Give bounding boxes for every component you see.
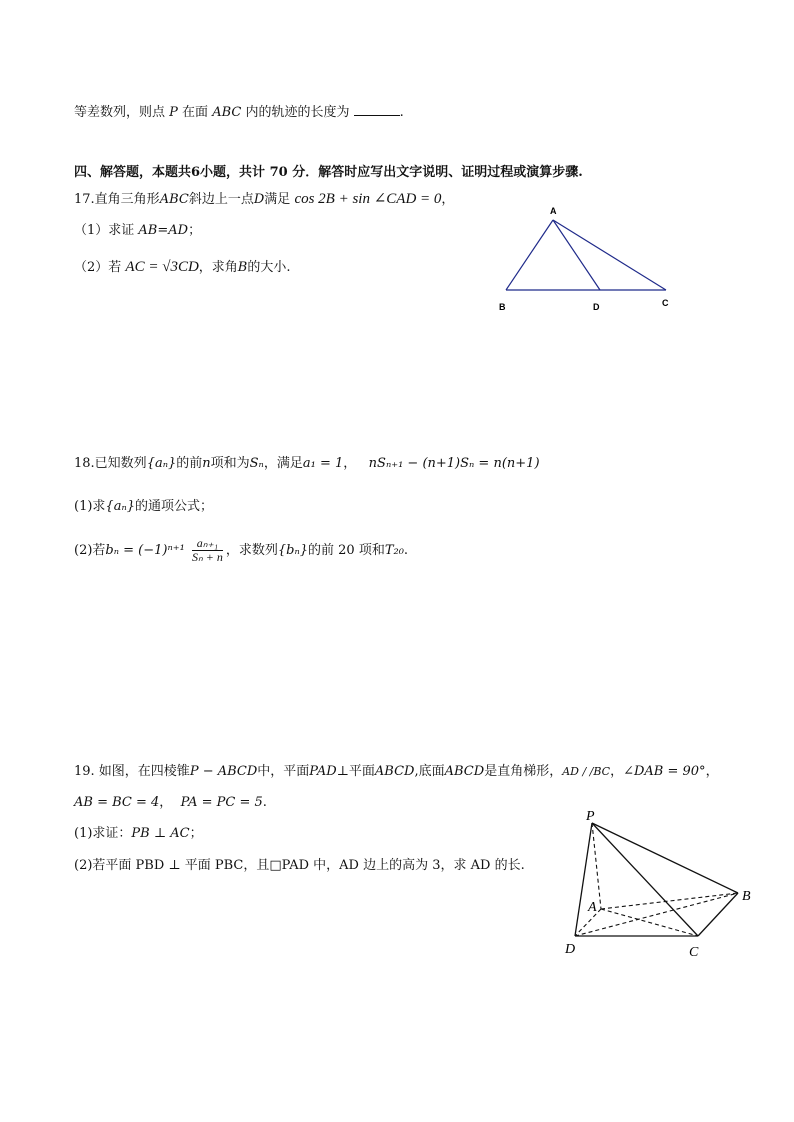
text: 满足 bbox=[264, 192, 291, 207]
formula: {aₙ} bbox=[146, 456, 177, 471]
formula: ∠DAB = 90° bbox=[623, 764, 706, 779]
edge-CB bbox=[698, 893, 738, 936]
edge-PD bbox=[575, 823, 592, 936]
text: ,底面 bbox=[414, 764, 445, 779]
var: PAD bbox=[309, 764, 337, 779]
var: D bbox=[253, 192, 265, 207]
formula: {aₙ} bbox=[105, 499, 135, 514]
text: ， bbox=[705, 764, 719, 779]
var: ABCD bbox=[444, 764, 485, 779]
text: 的前 20 项和 bbox=[308, 543, 385, 558]
text: . bbox=[262, 795, 267, 810]
text: ， bbox=[441, 192, 455, 207]
edge-PA bbox=[592, 823, 601, 909]
text: 内的轨迹的长度为 bbox=[245, 105, 350, 120]
label-B: B bbox=[499, 302, 506, 312]
text: ，求数列 bbox=[225, 543, 278, 558]
text: 中，平面 bbox=[257, 764, 310, 779]
var: Sₙ bbox=[249, 456, 264, 471]
text: 平面 bbox=[348, 764, 375, 779]
var-P: P bbox=[169, 105, 178, 120]
label-D: D bbox=[565, 942, 576, 957]
var: n bbox=[202, 456, 211, 471]
text: ； bbox=[189, 826, 203, 841]
formula: PA = PC = 5 bbox=[180, 795, 263, 810]
formula: AB = BC = 4 bbox=[74, 795, 160, 810]
formula: cos 2B + sin ∠CAD = 0 bbox=[294, 191, 442, 207]
text: . bbox=[403, 543, 409, 558]
text: ，求角 bbox=[198, 260, 238, 275]
section-heading: 四、解答题，本题共6小题，共计 70 分．解答时应写出文字说明、证明过程或演算步骤. bbox=[74, 165, 583, 180]
formula: nSₙ₊₁ − (n+1)Sₙ = n(n+1) bbox=[368, 456, 540, 471]
edge-AC bbox=[601, 909, 698, 936]
label-B: B bbox=[742, 889, 751, 904]
label-C: C bbox=[662, 298, 669, 308]
edge-PB bbox=[592, 823, 738, 893]
edge-AB bbox=[601, 893, 738, 909]
text: 在面 bbox=[182, 105, 209, 120]
text: (2)若 bbox=[74, 543, 106, 558]
text: （2）若 bbox=[74, 260, 122, 275]
text: 的通项公式； bbox=[134, 499, 213, 514]
text: ，满足 bbox=[263, 456, 303, 471]
text: 19. 如图，在四棱锥 bbox=[74, 764, 190, 779]
formula: P − ABCD bbox=[189, 764, 258, 779]
text: (1)求 bbox=[74, 499, 106, 514]
formula: AD / /BC bbox=[562, 765, 611, 778]
text: 项和为 bbox=[210, 456, 250, 471]
label-P: P bbox=[586, 809, 595, 824]
formula: a₁ = 1 bbox=[302, 456, 344, 471]
text: ； bbox=[188, 223, 202, 238]
text: ⊥ bbox=[336, 764, 349, 779]
text: ， bbox=[159, 795, 173, 810]
text: 18.已知数列 bbox=[74, 456, 147, 471]
label-D: D bbox=[593, 302, 600, 312]
var: ABC bbox=[159, 192, 189, 207]
text: 等差数列，则点 bbox=[74, 105, 166, 120]
var: ABCD bbox=[374, 764, 415, 779]
denominator: Sₙ + n bbox=[191, 550, 223, 564]
numerator: aₙ₊₁ bbox=[192, 537, 223, 551]
edge-DB bbox=[575, 893, 738, 936]
label-A: A bbox=[550, 206, 557, 216]
formula: AC = √3CD bbox=[125, 259, 199, 275]
formula: AB=AD bbox=[138, 223, 189, 238]
formula: T₂₀ bbox=[384, 543, 404, 558]
var-ABC: ABC bbox=[212, 105, 242, 120]
text: (1)求证： bbox=[74, 826, 132, 841]
text: 的前 bbox=[176, 456, 203, 471]
label-A: A bbox=[588, 900, 597, 915]
q19-part2: (2)若平面 PBD ⊥ 平面 PBC，且□PAD 中，AD 边上的高为 3，求 AD 的长. bbox=[74, 858, 525, 873]
var: B bbox=[237, 260, 248, 275]
formula: bₙ = (−1)ⁿ⁺¹ bbox=[105, 543, 185, 558]
text: 斜边上一点 bbox=[188, 192, 254, 207]
text: ， bbox=[343, 456, 357, 471]
formula: PB ⊥ AC bbox=[131, 826, 190, 841]
text: （1）求证 bbox=[74, 223, 135, 238]
text: 的大小. bbox=[247, 260, 291, 275]
text: 17.直角三角形 bbox=[74, 192, 160, 207]
label-C: C bbox=[689, 945, 699, 960]
text: 是直角梯形， bbox=[484, 764, 563, 779]
edge-PC bbox=[592, 823, 698, 936]
text: . bbox=[399, 105, 404, 120]
formula: {bₙ} bbox=[277, 543, 309, 558]
text: ， bbox=[610, 764, 624, 779]
